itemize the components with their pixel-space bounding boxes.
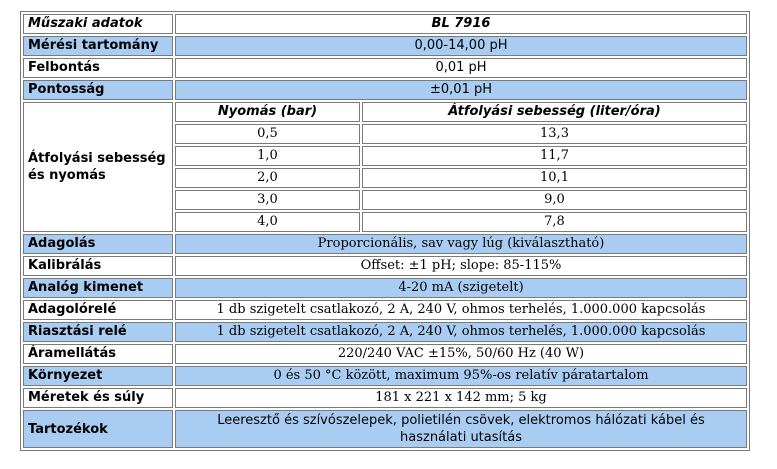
spec-label: Pontosság — [23, 80, 173, 100]
spec-row — [23, 36, 747, 56]
flow-rate: 11,7 — [362, 146, 747, 166]
accessories-line2: használati utasítás — [400, 430, 522, 445]
spec-label: Kalibrálás — [23, 256, 173, 276]
flow-rate: 7,8 — [362, 212, 747, 232]
spec-value: Offset: ±1 pH; slope: 85-115% — [175, 256, 747, 276]
flow-label-line2: és nyomás — [28, 168, 106, 183]
spec-value: 4-20 mA (szigetelt) — [175, 278, 747, 298]
spec-label: Adagolás — [23, 234, 173, 254]
spec-row — [23, 322, 747, 342]
spec-label: Riasztási relé — [23, 322, 173, 342]
header-label: Műszaki adatok — [23, 14, 173, 34]
header-model: BL 7916 — [175, 14, 747, 34]
flow-col-flow: Átfolyási sebesség (liter/óra) — [362, 102, 747, 122]
spec-row — [23, 388, 747, 408]
spec-label: Mérési tartomány — [23, 36, 173, 56]
spec-label: Méretek és súly — [23, 388, 173, 408]
accessories-row — [23, 410, 747, 448]
flow-header-row — [23, 102, 747, 122]
spec-value: 220/240 VAC ±15%, 50/60 Hz (40 W) — [175, 344, 747, 364]
spec-label: Adagolórelé — [23, 300, 173, 320]
spec-row — [23, 344, 747, 364]
spec-label: Analóg kimenet — [23, 278, 173, 298]
flow-label-line1: Átfolyási sebesség — [28, 151, 166, 166]
spec-row — [23, 366, 747, 386]
accessories-label: Tartozékok — [23, 410, 173, 448]
spec-label: Áramellátás — [23, 344, 173, 364]
spec-row — [23, 300, 747, 320]
spec-value: 1 db szigetelt csatlakozó, 2 A, 240 V, ohmos terhelés, 1.000.000 kapcsolás — [175, 322, 747, 342]
spec-value: 0 és 50 °C között, maximum 95%-os relatív páratartalom — [175, 366, 747, 386]
flow-rate: 10,1 — [362, 168, 747, 188]
spec-value: 181 x 221 x 142 mm; 5 kg — [175, 388, 747, 408]
spec-label: Felbontás — [23, 58, 173, 78]
flow-pressure: 1,0 — [175, 146, 360, 166]
spec-row — [23, 278, 747, 298]
flow-rate: 13,3 — [362, 124, 747, 144]
spec-row — [23, 80, 747, 100]
flow-pressure: 2,0 — [175, 168, 360, 188]
spec-value: ±0,01 pH — [175, 80, 747, 100]
spec-value: 0,00-14,00 pH — [175, 36, 747, 56]
flow-pressure: 0,5 — [175, 124, 360, 144]
flow-pressure: 4,0 — [175, 212, 360, 232]
flow-rate: 9,0 — [362, 190, 747, 210]
spec-table — [20, 11, 750, 451]
spec-value: 1 db szigetelt csatlakozó, 2 A, 240 V, ohmos terhelés, 1.000.000 kapcsolás — [175, 300, 747, 320]
accessories-value — [175, 410, 747, 448]
spec-label: Környezet — [23, 366, 173, 386]
header-row — [23, 14, 747, 34]
spec-value: Proporcionális, sav vagy lúg (kiválasztható) — [175, 234, 747, 254]
flow-col-pressure: Nyomás (bar) — [175, 102, 360, 122]
spec-value: 0,01 pH — [175, 58, 747, 78]
spec-row — [23, 58, 747, 78]
spec-row — [23, 256, 747, 276]
flow-label — [23, 102, 173, 232]
spec-row — [23, 234, 747, 254]
accessories-line1: Leeresztő és szívószelepek, polietilén csövek, elektromos hálózati kábel és — [217, 413, 705, 428]
flow-pressure: 3,0 — [175, 190, 360, 210]
